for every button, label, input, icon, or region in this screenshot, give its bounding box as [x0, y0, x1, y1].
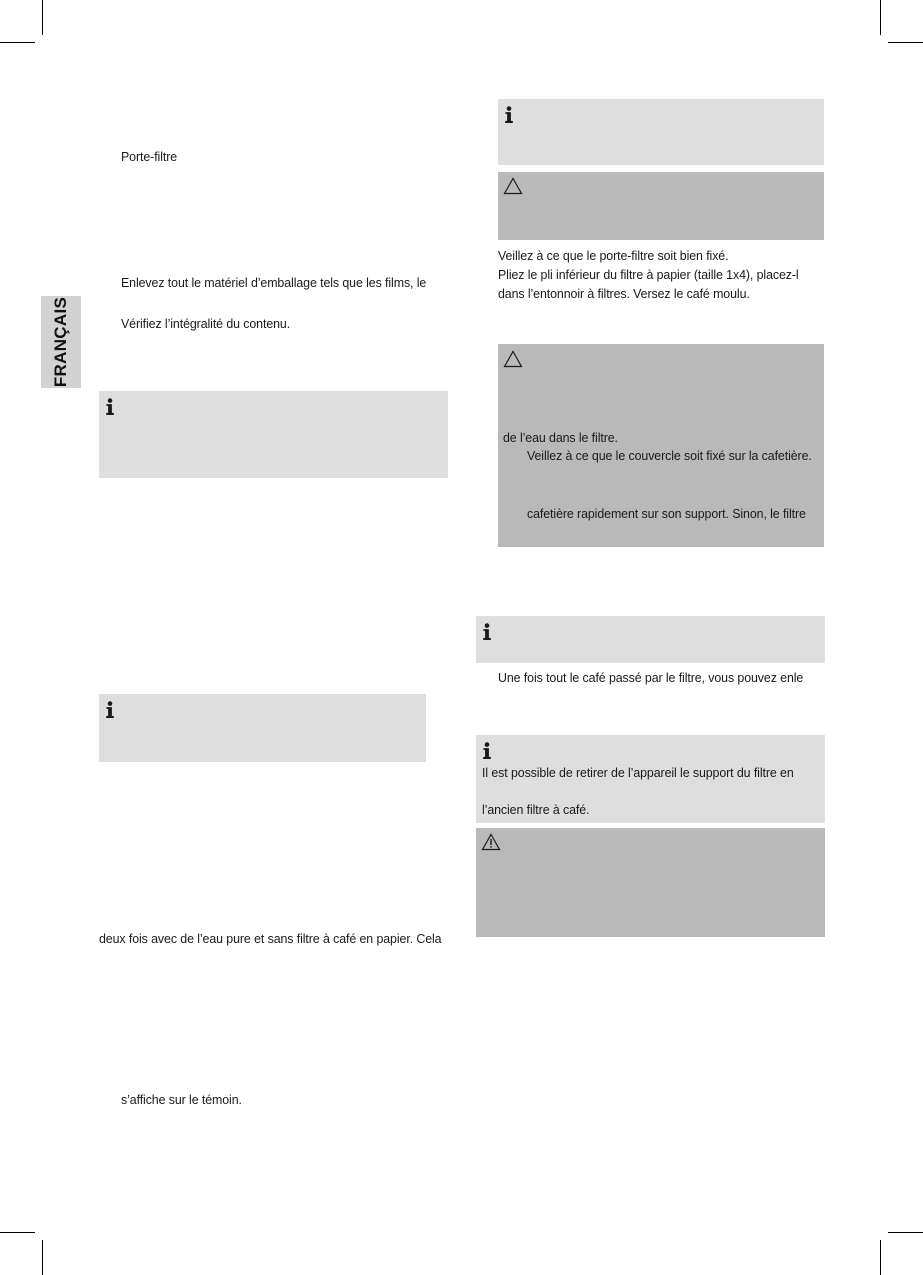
caution-triangle-icon: [503, 177, 523, 195]
caution-box: [498, 172, 824, 240]
language-tab: [41, 296, 81, 388]
info-note-box: [99, 391, 448, 478]
unpack-instruction: Enlevez tout le matériel d’emballage tels que les films, le: [121, 275, 427, 290]
note-old-filter-text: l’ancien filtre à café.: [482, 802, 590, 817]
info-note-box: [99, 694, 426, 762]
fix-filter-instruction: Veillez à ce que le porte-filtre soit bien fixé.: [498, 248, 729, 263]
caution-water-text: de l’eau dans le filtre.: [503, 430, 618, 445]
check-contents-instruction: Vérifiez l’intégralité du contenu.: [121, 316, 291, 331]
funnel-instruction: dans l’entonnoir à filtres. Versez le café moulu.: [498, 286, 750, 301]
crop-mark: [880, 0, 881, 35]
crop-mark: [42, 0, 43, 35]
crop-mark: [888, 1232, 923, 1233]
caution-jug-text: cafetière rapidement sur son support. Sinon, le filtre: [527, 506, 806, 521]
indicator-instruction: s’affiche sur le témoin.: [121, 1092, 242, 1107]
filter-holder-label: Porte-filtre: [121, 149, 178, 164]
info-icon: [105, 398, 115, 416]
crop-mark: [42, 1240, 43, 1275]
info-note-box: [498, 99, 824, 165]
first-use-instruction: deux fois avec de l’eau pure et sans filtre à café en papier. Cela: [99, 931, 442, 946]
info-icon: [482, 623, 492, 641]
info-icon: [504, 106, 514, 124]
warning-exclamation-icon: [481, 833, 501, 851]
note-remove-text: Il est possible de retirer de l’appareil le support du filtre en: [482, 765, 794, 780]
caution-triangle-icon: [503, 350, 523, 368]
info-icon: [105, 701, 115, 719]
warning-box: [476, 828, 825, 937]
info-icon: [482, 742, 492, 760]
info-note-box: [476, 616, 825, 663]
fold-filter-instruction: Pliez le pli inférieur du filtre à papier (taille 1x4), placez-l: [498, 267, 799, 282]
crop-mark: [0, 1232, 35, 1233]
after-brew-instruction: Une fois tout le café passé par le filtre, vous pouvez enle: [498, 670, 804, 685]
crop-mark: [880, 1240, 881, 1275]
crop-mark: [0, 42, 35, 43]
crop-mark: [888, 42, 923, 43]
language-label: FRANÇAIS: [51, 296, 70, 388]
caution-lid-text: Veillez à ce que le couvercle soit fixé sur la cafetière.: [527, 448, 812, 463]
